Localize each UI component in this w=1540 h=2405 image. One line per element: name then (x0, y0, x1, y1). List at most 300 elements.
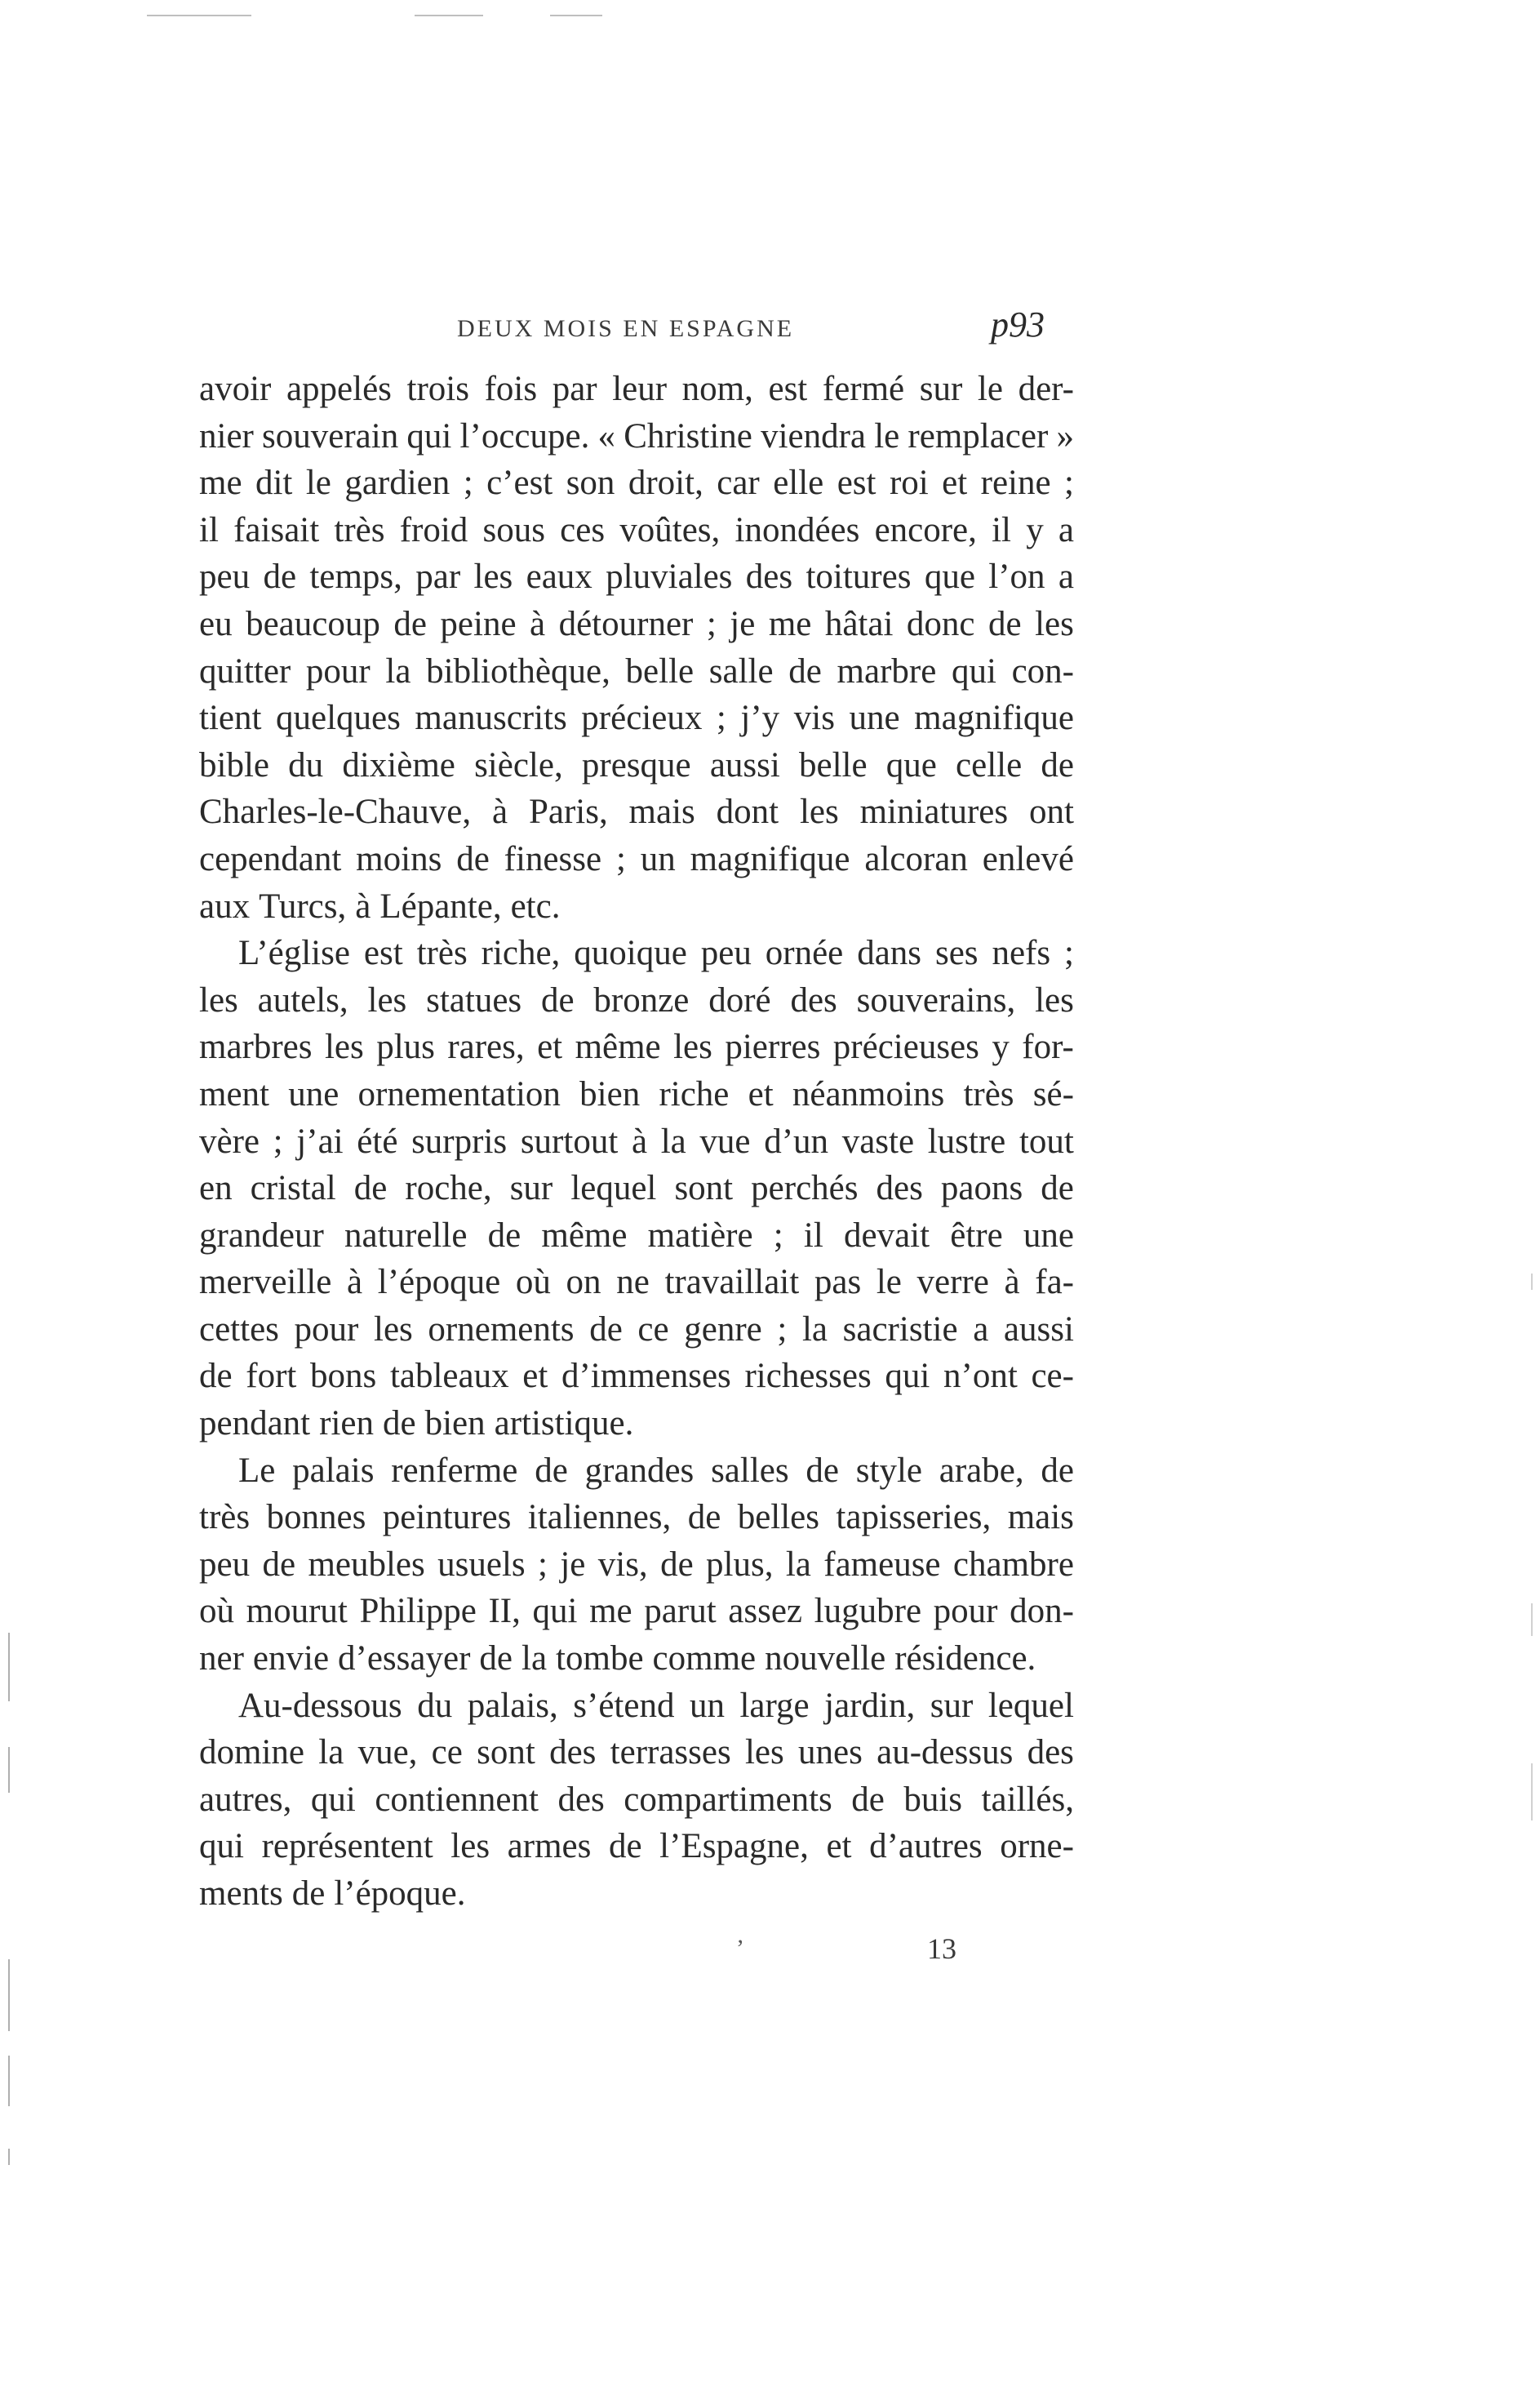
word: alcoran (864, 839, 968, 878)
word: ment (199, 1074, 269, 1114)
word: elle (773, 464, 824, 503)
word: eu (199, 604, 233, 643)
word: Charles-le-Chauve, (199, 793, 472, 832)
word: vaste (841, 1122, 915, 1161)
word: ; (615, 839, 626, 878)
word: peu (199, 1545, 251, 1584)
word: voûtes, (619, 510, 721, 549)
word: peintures (382, 1498, 512, 1537)
word: très (416, 934, 468, 973)
word: sé- (1032, 1074, 1074, 1114)
word: usuels (437, 1545, 526, 1584)
word: ses (934, 934, 979, 973)
word: ; (463, 464, 473, 503)
word: tombe (556, 1639, 644, 1678)
word: quoique (574, 934, 687, 973)
word: orne- (1000, 1827, 1074, 1866)
text-line (199, 1212, 1074, 1260)
word: meubles (308, 1545, 425, 1584)
word: précieux (581, 699, 703, 738)
word: l’Espagne, (659, 1827, 809, 1866)
word: ; (716, 699, 726, 738)
word: même (575, 1028, 661, 1067)
scan-tick-left-4 (8, 2056, 10, 2106)
word: à (355, 887, 371, 926)
word: à (347, 1263, 363, 1302)
word: artistique. (494, 1404, 634, 1443)
word: un (640, 839, 676, 878)
word: bonnes (266, 1498, 366, 1537)
word: les (450, 1827, 490, 1866)
word: encore, (874, 510, 977, 549)
word: souverain (262, 416, 399, 456)
word: sur (919, 370, 963, 408)
word: car (717, 464, 760, 503)
word: nouvelle (765, 1639, 886, 1678)
word: un (689, 1686, 725, 1725)
word: est (837, 464, 877, 503)
word: moins (356, 839, 442, 878)
text-line (199, 1306, 1074, 1354)
word: Lépante, (379, 887, 502, 926)
word: fois (484, 370, 538, 408)
word: pour (933, 1592, 998, 1631)
word: il (803, 1216, 823, 1255)
word: enlevé (982, 839, 1074, 878)
word: lugubre (814, 1592, 922, 1631)
word: et (942, 464, 968, 503)
text-line (199, 1823, 1074, 1870)
word: rien (319, 1404, 374, 1443)
word: et (522, 1357, 548, 1396)
word: s’étend (573, 1686, 675, 1725)
word: pluviales (606, 558, 733, 597)
word: la (318, 1733, 344, 1772)
word: compartiments (624, 1780, 832, 1819)
text-line (199, 1165, 1074, 1212)
word: des (790, 980, 837, 1020)
word: de (1041, 745, 1074, 785)
word: con- (1011, 651, 1074, 691)
scan-tick-right-1 (1531, 1274, 1533, 1290)
word: y (1026, 510, 1044, 549)
word: fort (246, 1357, 297, 1396)
word: pour (305, 651, 371, 691)
word: très (334, 510, 385, 549)
word: bien (579, 1074, 641, 1114)
word: ce- (1031, 1357, 1074, 1396)
word: parut (644, 1592, 717, 1631)
word: la (385, 651, 411, 691)
word: froid (399, 510, 468, 549)
word: vis (793, 699, 835, 738)
word: à (631, 1122, 648, 1161)
word: la (785, 1545, 811, 1584)
word: ces (560, 510, 606, 549)
text-line (199, 648, 1074, 696)
page-number: p93 (991, 305, 1045, 345)
word: de (1041, 1451, 1074, 1490)
word: de (199, 1357, 233, 1396)
word: verre (916, 1263, 989, 1302)
word: les (367, 980, 407, 1020)
text-line (199, 366, 1074, 413)
word: le (876, 1263, 902, 1302)
word: résidence. (894, 1639, 1036, 1678)
word: on (566, 1263, 601, 1302)
word: rares, (447, 1028, 525, 1067)
word: sont (674, 1169, 734, 1208)
word: d’un (764, 1122, 829, 1161)
word: sacristie (842, 1309, 958, 1349)
word: ; (706, 604, 717, 643)
word: j’y (740, 699, 780, 738)
word: est (768, 370, 808, 408)
word: les (744, 1733, 784, 1772)
word: ; (273, 1122, 283, 1161)
word: me (199, 464, 242, 503)
word: dont (716, 793, 779, 832)
word: même (541, 1216, 628, 1255)
word: assez (728, 1592, 803, 1631)
word: Au-dessous (238, 1686, 402, 1725)
word: Christine (624, 416, 752, 456)
word: salles (711, 1451, 789, 1490)
word: belle (799, 745, 868, 785)
word: les (1035, 980, 1074, 1020)
word: renferme (391, 1451, 518, 1490)
word: que (924, 558, 975, 597)
word: peu (199, 558, 251, 597)
word: italiennes, (527, 1498, 672, 1537)
body-text (199, 366, 1074, 1918)
word: cristal (250, 1169, 336, 1208)
word: paons (940, 1169, 1023, 1208)
word: surpris (411, 1122, 508, 1161)
word: grandes (584, 1451, 695, 1490)
text-line (199, 1494, 1074, 1541)
word: vue (699, 1122, 751, 1161)
word: surtout (520, 1122, 619, 1161)
word: roi (889, 464, 929, 503)
word: du (417, 1686, 453, 1725)
word: a (1058, 558, 1074, 597)
word: autres, (199, 1780, 292, 1819)
word: de (535, 1451, 568, 1490)
word: le (305, 464, 331, 503)
word: de (456, 839, 490, 878)
word: roche, (405, 1169, 492, 1208)
word: il (992, 510, 1011, 549)
word: vère (199, 1122, 260, 1161)
word: le (874, 416, 900, 456)
word: l’époque (377, 1263, 501, 1302)
word: ne (616, 1263, 650, 1302)
word: au-dessus (877, 1733, 1014, 1772)
word: richesses (744, 1357, 872, 1396)
word: toitures (806, 558, 912, 597)
word: fermé (822, 370, 905, 408)
word: sous (482, 510, 545, 549)
word: leur (612, 370, 668, 408)
word: pierres (725, 1028, 821, 1067)
word: gardien (344, 464, 450, 503)
word: temps, (309, 558, 402, 597)
text-line (199, 1447, 1074, 1495)
word: des (557, 1780, 605, 1819)
word: mais (1007, 1498, 1074, 1537)
word: salle (708, 651, 774, 691)
word: a (973, 1309, 989, 1349)
word: de (382, 1404, 416, 1443)
word: très (199, 1498, 251, 1537)
word: les (374, 1309, 413, 1349)
text-line (199, 413, 1074, 460)
word: qui (951, 651, 996, 691)
word: lustre (927, 1122, 1006, 1161)
word: de (540, 980, 575, 1020)
word: statues (426, 980, 522, 1020)
word: perchés (751, 1169, 859, 1208)
word: ; (773, 1216, 783, 1255)
word: l’on (988, 558, 1045, 597)
word: remplacer (908, 416, 1049, 456)
word: l’époque. (334, 1874, 466, 1913)
word: des (549, 1733, 597, 1772)
word: qui (406, 416, 452, 456)
word: Turcs, (259, 887, 347, 926)
word: de (851, 1780, 885, 1819)
word: nefs (992, 934, 1051, 973)
word: peu (700, 934, 752, 973)
word: d’autres (869, 1827, 983, 1866)
word: dans (857, 934, 922, 973)
text-line (199, 1259, 1074, 1306)
word: viendra (761, 416, 866, 456)
word: a (1058, 510, 1074, 549)
word: comme (652, 1639, 757, 1678)
word: aux (199, 887, 251, 926)
scan-tick-right-3 (1531, 1763, 1533, 1820)
word: les (199, 980, 238, 1020)
word: beaucoup (246, 604, 380, 643)
word: plus (376, 1028, 435, 1067)
text-line (199, 1024, 1074, 1071)
word: reine (980, 464, 1051, 503)
word: de (487, 1216, 521, 1255)
scan-rule-middle (415, 15, 483, 16)
scan-tick-left-5 (8, 2149, 10, 2165)
word: devait (844, 1216, 930, 1255)
word: qui (885, 1357, 930, 1396)
word: ce (637, 1309, 669, 1349)
word: appelés (286, 370, 392, 408)
word: bons (310, 1357, 377, 1396)
word: magnifique (914, 699, 1074, 738)
word: der- (1018, 370, 1074, 408)
word: bien (424, 1404, 486, 1443)
word: unes (798, 1733, 863, 1772)
signature-mark: 13 (927, 1932, 956, 1965)
word: matière (647, 1216, 753, 1255)
word: en (199, 1169, 233, 1208)
word: de (687, 1498, 721, 1537)
word: bibliothèque, (426, 651, 610, 691)
word: large (739, 1686, 810, 1725)
word: autels, (257, 980, 348, 1020)
word: Paris, (528, 793, 608, 832)
text-line (199, 1353, 1074, 1400)
word: contiennent (375, 1780, 539, 1819)
word: par (552, 370, 597, 408)
text-line (199, 1400, 1074, 1447)
word: presque (581, 745, 691, 785)
word: terrasses (610, 1733, 731, 1772)
word: de (806, 1451, 839, 1490)
word: donc (906, 604, 975, 643)
word: de (353, 1169, 388, 1208)
word: for- (1022, 1028, 1074, 1067)
word: genre (684, 1309, 762, 1349)
text-line (199, 1870, 1074, 1918)
word: miniatures (859, 793, 1009, 832)
word: Le (238, 1451, 276, 1490)
word: que (885, 745, 937, 785)
word: précieuses (832, 1028, 979, 1067)
word: aussi (709, 745, 780, 785)
word: bible (199, 745, 269, 785)
word: tableaux (389, 1357, 509, 1396)
word: nier (199, 416, 254, 456)
word: belle (625, 651, 695, 691)
word: très (963, 1074, 1014, 1114)
text-line (199, 1588, 1074, 1635)
word: sur (509, 1169, 553, 1208)
word: avoir (199, 370, 272, 408)
word: à (530, 604, 546, 643)
word: tapisseries, (836, 1498, 992, 1537)
word: y (992, 1028, 1010, 1067)
text-line (199, 553, 1074, 601)
word: une (849, 699, 900, 738)
text-line (199, 1683, 1074, 1730)
word: tient (199, 699, 262, 738)
word: hâtai (824, 604, 894, 643)
word: me (768, 604, 812, 643)
word: de (589, 1309, 623, 1349)
word: les (799, 793, 839, 832)
word: me (589, 1592, 632, 1631)
word: ments (199, 1874, 283, 1913)
word: et (826, 1827, 852, 1866)
word: inondées (734, 510, 860, 549)
word: vue, (357, 1733, 418, 1772)
word: Philippe (359, 1592, 477, 1631)
text-line (199, 460, 1074, 507)
paragraph (199, 930, 1074, 1447)
text-line (199, 1118, 1074, 1166)
word: du (288, 745, 324, 785)
word: de (987, 604, 1022, 643)
word: marbre (837, 651, 937, 691)
word: chambre (952, 1545, 1074, 1584)
word: siècle, (474, 745, 563, 785)
text-line (199, 930, 1074, 977)
word: la (801, 1309, 828, 1349)
word: travaillait (664, 1263, 800, 1302)
word: grandeur (199, 1216, 324, 1255)
text-line (199, 742, 1074, 789)
word: qui (310, 1780, 356, 1819)
word: cependant (199, 839, 342, 878)
word: etc. (510, 887, 561, 926)
word: c’est (486, 464, 553, 503)
word: d’immenses (561, 1357, 731, 1396)
text-line (199, 601, 1074, 648)
word: où (515, 1263, 551, 1302)
word: lequel (987, 1686, 1074, 1725)
word: pour (294, 1309, 359, 1349)
word: des (745, 558, 793, 597)
word: fameuse (823, 1545, 941, 1584)
scan-tick-left-3 (8, 1959, 10, 2031)
word: de (291, 1874, 326, 1913)
word: je (560, 1545, 586, 1584)
word: les (1035, 604, 1074, 643)
running-head: DEUX MOIS EN ESPAGNE (457, 315, 795, 342)
word: des (876, 1169, 923, 1208)
word: armes (507, 1827, 592, 1866)
scan-rule-left (147, 15, 251, 16)
scan-rule-right (550, 15, 602, 16)
word: plus, (706, 1545, 774, 1584)
word: faisait (233, 510, 320, 549)
word: la (521, 1639, 548, 1678)
word: doré (708, 980, 771, 1020)
word: jardin, (824, 1686, 916, 1725)
word: naturelle (344, 1216, 468, 1255)
word: son (566, 464, 615, 503)
word: le (977, 370, 1003, 408)
word: de (263, 558, 297, 597)
word: riche, (481, 934, 561, 973)
word: don- (1010, 1592, 1074, 1631)
scan-tick-right-2 (1531, 1603, 1533, 1636)
word: buis (903, 1780, 963, 1819)
word: trois (406, 370, 469, 408)
word: vis, (597, 1545, 648, 1584)
text-line (199, 977, 1074, 1025)
paragraph (199, 1683, 1074, 1918)
word: palais, (467, 1686, 558, 1725)
word: et (537, 1028, 563, 1067)
paragraph (199, 1447, 1074, 1683)
word: aussi (1003, 1309, 1074, 1349)
word: les (473, 558, 513, 597)
word: à (1004, 1263, 1020, 1302)
word: bronze (593, 980, 690, 1020)
word: ornements (428, 1309, 575, 1349)
word: » (1056, 416, 1074, 456)
word: de (788, 651, 822, 691)
word: tout (1019, 1122, 1074, 1161)
word: peine (440, 604, 517, 643)
word: ornementation (357, 1074, 561, 1114)
word: je (730, 604, 756, 643)
word: marbres (199, 1028, 313, 1067)
word: lequel (570, 1169, 657, 1208)
word: représentent (261, 1827, 433, 1866)
